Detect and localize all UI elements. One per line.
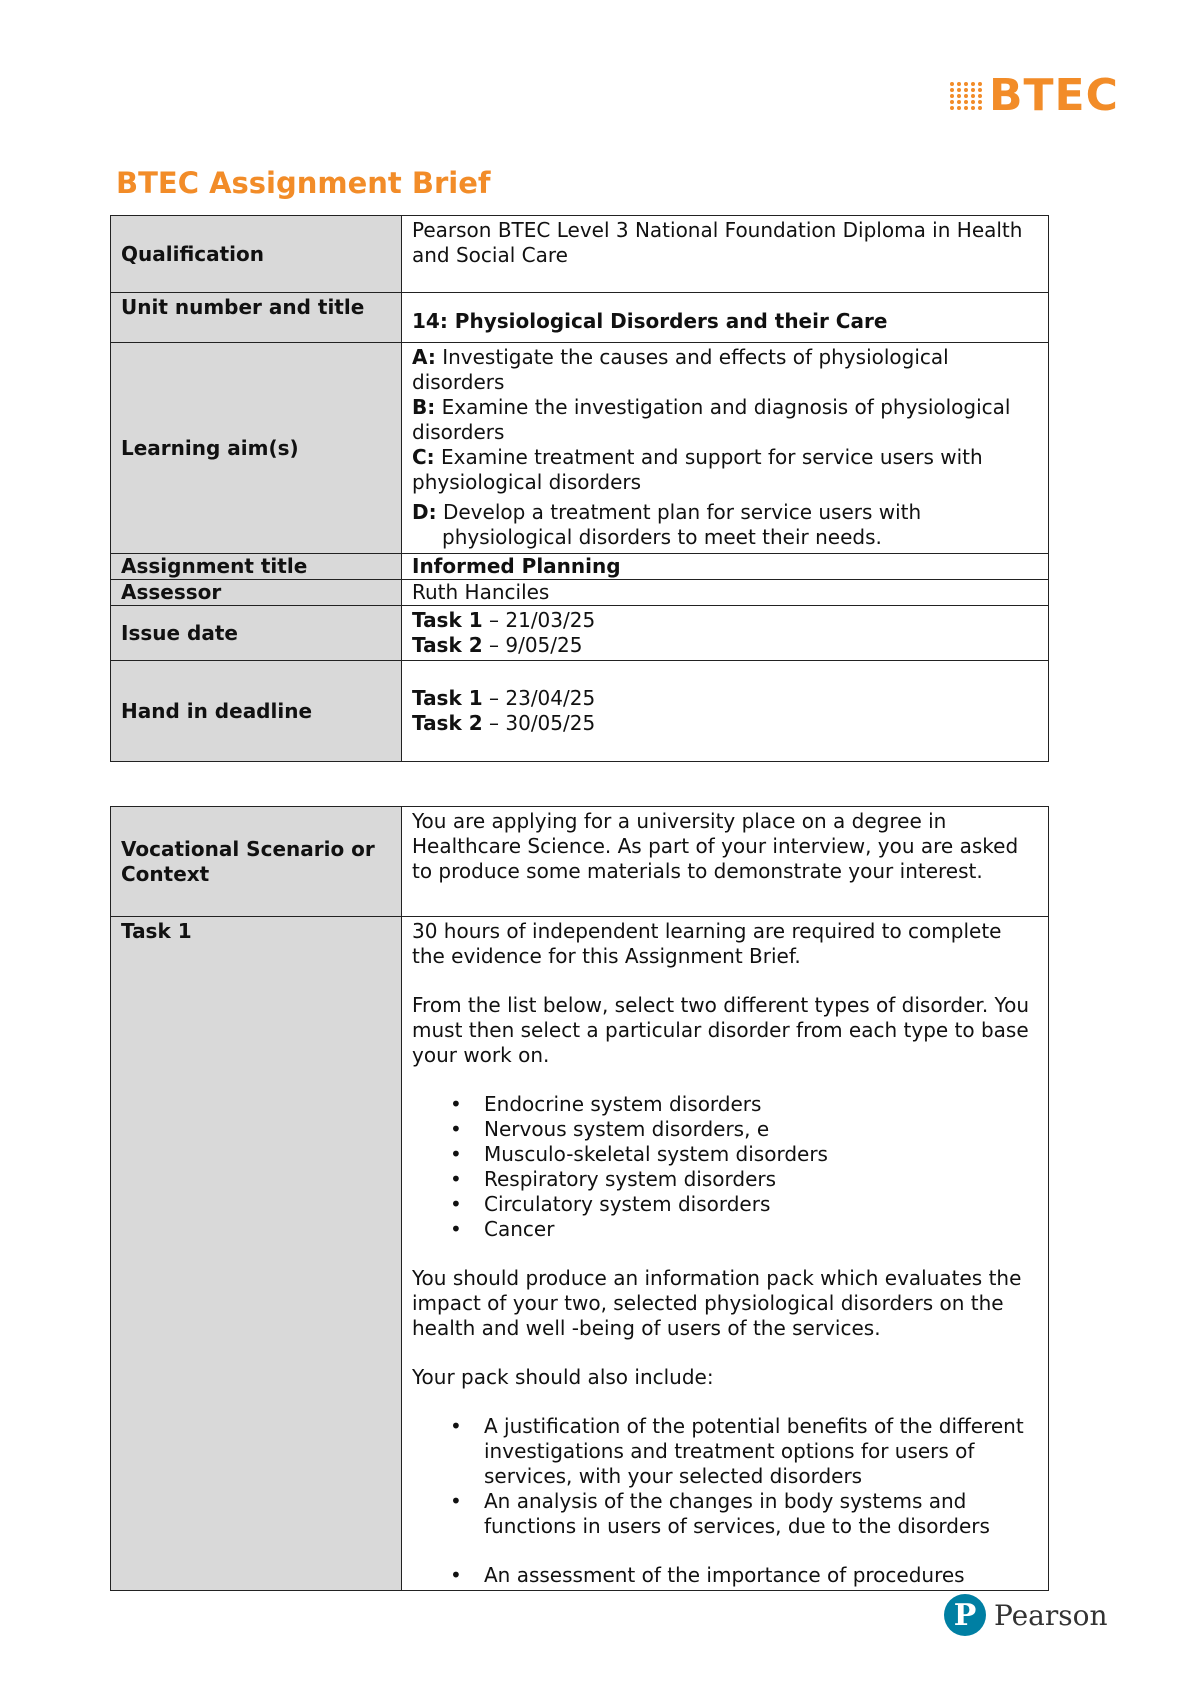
aims-label: Learning aim(s) (111, 343, 402, 554)
issue-date-label: Issue date (111, 606, 402, 661)
task1-label: Task 1 (111, 917, 402, 1591)
deadline-task2-value: – 30/05/25 (482, 711, 596, 735)
task1-include-paragraph: Your pack should also include: (412, 1365, 714, 1389)
list-item: • Cancer (412, 1217, 1038, 1242)
deadline-task2-label: Task 2 (412, 711, 483, 735)
btec-wordmark: BTEC (989, 70, 1119, 121)
aim-a-letter: A: (412, 345, 436, 369)
aim-c (412, 445, 1038, 495)
task1-select-paragraph: From the list below, select two different types of disorder. You must then select a particular disorder from each type to base your work on. (412, 993, 1030, 1067)
assessor-value: Ruth Hanciles (402, 580, 1049, 606)
assessor-label: Assessor (111, 580, 402, 606)
issue-date-task1-value: – 21/03/25 (482, 608, 596, 632)
deadline-task1 (412, 686, 1038, 711)
issue-date-row (111, 606, 1049, 661)
aims-row (111, 343, 1049, 554)
list-item: • Endocrine system disorders (412, 1092, 1038, 1117)
unit-label: Unit number and title (111, 293, 402, 343)
list-item: • An analysis of the changes in body systems and functions in users of services, due to the disorders (412, 1489, 1038, 1539)
aim-b-letter: B: (412, 395, 436, 419)
task1-content (402, 917, 1049, 1591)
deadline-task2 (412, 711, 1038, 736)
issue-date-task1 (412, 608, 1038, 633)
aim-d-text: Develop a treatment plan for service users with physiological disorders to meet their needs. (436, 500, 922, 549)
deadline-task1-value: – 23/04/25 (482, 686, 596, 710)
aim-c-letter: C: (412, 445, 435, 469)
btec-dots-icon (950, 82, 983, 110)
deadline-label: Hand in deadline (111, 661, 402, 762)
issue-date-task2-label: Task 2 (412, 633, 483, 657)
list-item: • A justification of the potential benefits of the different investigations and treatment options for users of services, with your selected disorders (412, 1414, 1038, 1489)
task1-pack-paragraph: You should produce an information pack which evaluates the impact of your two, selected physiological disorders on the health and well -being of users of the services. (412, 1266, 1022, 1340)
qualification-row (111, 216, 1049, 293)
list-item: • Musculo-skeletal system disorders (412, 1142, 1038, 1167)
page-title: BTEC Assignment Brief (116, 166, 491, 200)
pack-includes-list (412, 1414, 1038, 1539)
assignment-title-label: Assignment title (111, 554, 402, 580)
aim-a-text: Investigate the causes and effects of physiological disorders (412, 345, 949, 394)
unit-row (111, 293, 1049, 343)
pearson-p-icon: P (944, 1594, 986, 1636)
qualification-value: Pearson BTEC Level 3 National Foundation Diploma in Health and Social Care (402, 216, 1049, 293)
btec-logo (950, 70, 1119, 121)
aim-b (412, 395, 1038, 445)
scenario-text: You are applying for a university place on a degree in Healthcare Science. As part of your interview, you are asked to produce some materials to demonstrate your interest. (402, 807, 1049, 917)
list-item: • Circulatory system disorders (412, 1192, 1038, 1217)
aim-d-letter: D: (412, 500, 437, 524)
issue-dates (402, 606, 1049, 661)
aim-a (412, 345, 1038, 395)
unit-value: 14: Physiological Disorders and their Care (402, 293, 1049, 343)
list-item: • Respiratory system disorders (412, 1167, 1038, 1192)
assignment-title-row (111, 554, 1049, 580)
task1-row (111, 917, 1049, 1591)
issue-date-task1-label: Task 1 (412, 608, 483, 632)
task1-hours-paragraph: 30 hours of independent learning are required to complete the evidence for this Assignment Brief. (412, 919, 1002, 968)
task-table (110, 806, 1049, 1591)
details-table (110, 215, 1049, 762)
scenario-label: Vocational Scenario or Context (111, 807, 402, 917)
deadline-row (111, 661, 1049, 762)
deadline-task1-label: Task 1 (412, 686, 483, 710)
aim-b-text: Examine the investigation and diagnosis of physiological disorders (412, 395, 1011, 444)
assignment-title-value: Informed Planning (402, 554, 1049, 580)
pearson-logo (944, 1594, 1108, 1636)
list-item: • Nervous system disorders, e (412, 1117, 1038, 1142)
deadlines (402, 661, 1049, 762)
scenario-row (111, 807, 1049, 917)
issue-date-task2-value: – 9/05/25 (482, 633, 583, 657)
assessor-row (111, 580, 1049, 606)
disorder-types-list (412, 1092, 1038, 1242)
aims-list (402, 343, 1049, 554)
pearson-wordmark: Pearson (994, 1598, 1108, 1632)
qualification-label: Qualification (111, 216, 402, 293)
aim-c-text: Examine treatment and support for service users with physiological disorders (412, 445, 983, 494)
list-item: • An assessment of the importance of procedures (412, 1563, 1038, 1588)
issue-date-task2 (412, 633, 1038, 658)
aim-d (412, 500, 1038, 550)
pack-includes-list-continued (412, 1563, 1038, 1588)
